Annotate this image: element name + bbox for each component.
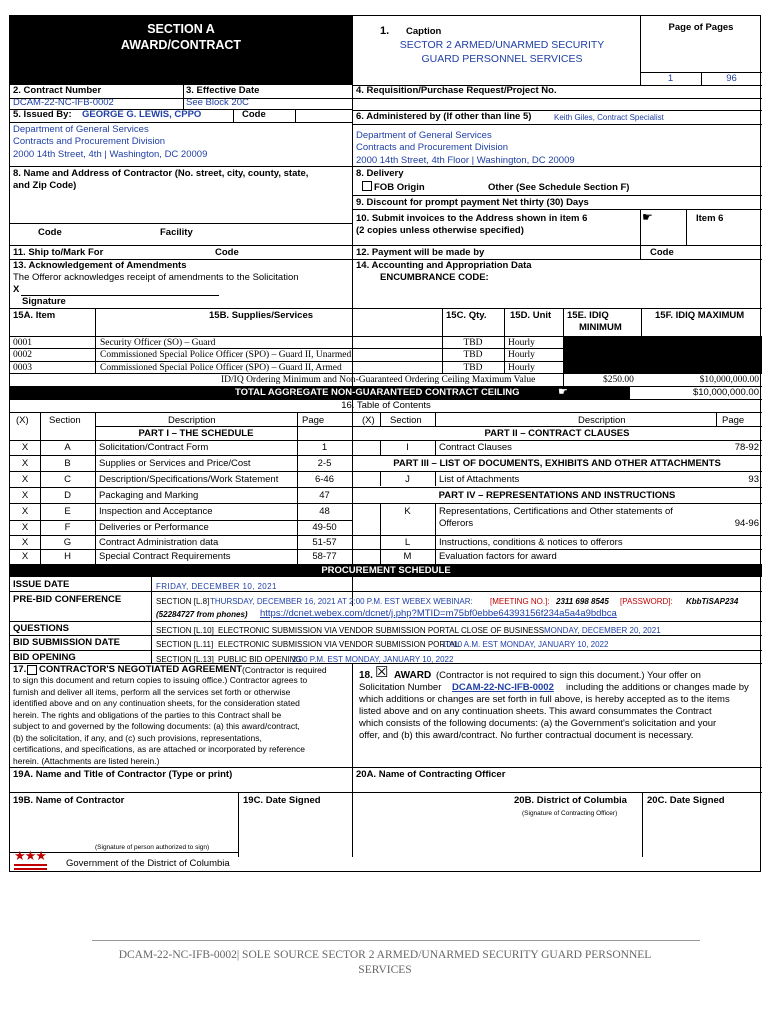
bid-submission-text: ELECTRONIC SUBMISSION VIA VENDOR SUBMISSION PORTAL [218,640,460,649]
item-desc: Security Officer (SO) – Guard [100,338,216,348]
toc-section: D [64,490,71,501]
issue-date-value: FRIDAY, DECEMBER 10, 2021 [156,582,277,591]
toc-section: C [64,474,71,485]
administered-by-line1: Department of General Services [356,130,492,141]
issued-by-name: GEORGE G. LEWIS, CPPO [82,109,202,120]
toc-clauses-section: I [406,442,409,453]
idiq-blackout [563,336,762,373]
password-label: [PASSWORD]: [620,597,673,606]
toc-desc: Contract Administration data [99,537,219,548]
bid-opening-label: BID OPENING [13,652,76,663]
toc-x: X [21,474,29,485]
block17-number: 17. [13,664,27,675]
items-header-supplies: 15B. Supplies/Services [209,310,314,321]
toc-desc: Deliveries or Performance [99,522,209,533]
item-unit: Hourly [508,363,535,373]
toc-desc: Inspection and Acceptance [99,506,213,517]
total-pointer-icon: ☛ [558,386,568,398]
toc-clauses-desc: Contract Clauses [439,442,512,453]
discount-label: 9. Discount for prompt payment Net thirty (30) Days [356,197,589,208]
prebid-text: THURSDAY, DECEMBER 16, 2021 AT 2:00 P.M. EST WEBEX WEBINAR: [210,597,473,606]
questions-label: QUESTIONS [13,623,69,634]
toc-section: A [64,442,71,453]
toc-page: 49-50 [312,522,337,533]
toc-reps-section: K [404,506,411,517]
amendments-label: 13. Acknowledgement of Amendments [13,260,187,271]
items-header-idiq-max: 15F. IDIQ MAXIMUM [655,310,745,321]
procurement-schedule-title: PROCUREMENT SCHEDULE [321,565,451,576]
ship-to-code-label: Code [215,247,239,258]
dc-flag-stars-icon: ★★★ [14,848,46,863]
item-number: 0001 [13,338,32,348]
administered-by-line2: Contracts and Procurement Division [356,142,509,153]
block18-line: which additions or changes are set forth in full above, is hereby accepted as to the items [359,694,730,705]
amendments-signature: Signature [22,296,66,307]
page-number: 1 [667,73,674,84]
bid-opening-date: 2:00 P.M. EST MONDAY, JANUARY 10, 2022 [292,655,454,664]
footer-line2: SERVICES [358,964,412,976]
block17-line: (b) the solicitation, if any, and (c) such provisions, representations, [13,732,262,743]
requisition-label: 4. Requisition/Purchase Request/Project No. [356,85,557,96]
item-unit: Hourly [508,350,535,360]
toc-part1: PART I – THE SCHEDULE [138,428,254,439]
bid-opening-text: PUBLIC BID OPENING [218,655,302,664]
caption-number: 1. [380,25,390,37]
page-of-pages-label: Page of Pages [668,22,734,33]
toc-eval-desc: Evaluation factors for award [439,551,557,562]
contractor-label-1: 8. Name and Address of Contractor (No. street, city, county, state, [13,168,309,179]
toc-section: F [64,522,71,533]
delivery-other: Other (See Schedule Section F) [488,182,630,193]
toc-section: B [64,458,71,469]
footer-rule [92,940,700,941]
block18-number: 18. [359,670,373,681]
block18-title: AWARD [394,670,432,681]
toc-section: H [64,551,71,562]
item-qty: TBD [463,363,483,373]
toc-x: X [21,458,29,469]
delivery-label: 8. Delivery [356,168,404,179]
meeting-label: [MEETING NO.]: [490,597,550,606]
toc-header-description-right: Description [578,415,626,426]
payment-code-label: Code [650,247,674,258]
contract-number-label: 2. Contract Number [13,85,102,96]
invoices-label-2: (2 copies unless otherwise specified) [356,225,524,236]
b19c-label: 19C. Date Signed [243,795,321,806]
items-header-qty: 15C. Qty. [446,310,487,321]
fob-origin-checkbox[interactable] [362,181,372,191]
block18-line2-post: including the additions or changes made by [566,682,749,693]
toc-eval-section: M [403,551,412,562]
webex-link[interactable]: https://dcnet.webex.com/dcnet/j.php?MTID=m75bf0ebbe64393156f234a5a4a9bdbca [260,608,617,619]
prebid-label: PRE-BID CONFERENCE [13,594,122,605]
questions-text: ELECTRONIC SUBMISSION VIA VENDOR SUBMISSION PORTAL CLOSE OF BUSINESS [218,626,545,635]
block17-title: CONTRACTOR'S NEGOTIATED AGREEMENT [39,664,243,675]
toc-header-section-right: Section [390,415,422,426]
item-desc: Commissioned Special Police Officer (SPO) – Guard II, Unarmed [100,350,352,360]
toc-header-x: (X) [16,415,29,426]
block18-line: offer, and (b) this award/contract. No further contractual document is necessary. [359,730,694,741]
block17-line: certifications, and specifications, as are attached or incorporated by reference [13,744,305,754]
toc-x: X [21,522,29,533]
items-header-idiq-min-1: 15E. IDIQ [567,310,609,321]
accounting-label: 14. Accounting and Appropriation Data [356,260,532,271]
invoices-label-1: 10. Submit invoices to the Address shown in item 6 [356,213,588,224]
issue-date-label: ISSUE DATE [13,579,70,590]
block17-line: subject to and governed by the following documents: (a) this award/contract, [13,721,300,731]
block17-line: herein. The rights and obligations of the parties to this Contract shall be [13,709,282,720]
contract-number-value: DCAM-22-NC-IFB-0002 [13,97,114,108]
block18-line: which consists of the following documents: (a) the Government's solicitation and your [359,718,717,729]
contractor-code-label: Code [38,227,62,238]
toc-reps-page: 94-96 [734,518,759,529]
bid-submission-section: SECTION [L.11] [156,640,214,649]
issued-by-line3: 2000 14th Street, 4th | Washington, DC 20009 [13,149,208,160]
questions-section: SECTION [L.10] [156,626,214,635]
toc-section: G [63,537,72,548]
b20a-label: 20A. Name of Contracting Officer [356,769,506,780]
idiq-min-value: $250.00 [603,375,634,385]
toc-page: 2-5 [317,458,332,469]
block18-line: listed above and on any continuation sheets. This award consummates the Contract [359,706,712,717]
toc-desc: Description/Specifications/Work Statement [99,474,279,485]
toc-part4: PART IV – REPRESENTATIONS AND INSTRUCTIONS [438,490,676,501]
toc-part2: PART II – CONTRACT CLAUSES [484,428,630,439]
item-qty: TBD [463,338,483,348]
amendments-text: The Offeror acknowledges receipt of amendments to the Solicitation [13,272,299,283]
toc-header-description: Description [168,415,216,426]
toc-page: 48 [319,506,330,517]
block17-checkbox[interactable] [27,665,37,675]
section-title: SECTION A [147,22,215,36]
ship-to-label: 11. Ship to/Mark For [13,247,104,258]
caption-line1: SECTOR 2 ARMED/UNARMED SECURITY [399,39,605,51]
toc-page: 6-46 [314,474,334,485]
item-qty: TBD [463,350,483,360]
issued-by-line1: Department of General Services [13,124,149,135]
dc-flag-bar-icon [14,864,47,866]
toc-attachments-section: J [405,474,410,485]
items-header-item: 15A. Item [13,310,56,321]
government-text: Government of the District of Columbia [66,858,230,869]
toc-title: 16. Table of Contents [341,400,431,411]
toc-page: 58-77 [312,551,337,562]
bid-submission-date: 10:00 A.M. EST MONDAY, JANUARY 10, 2022 [442,640,609,649]
effective-date-value: See Block 20C [186,97,249,108]
meeting-number: 2311 698 8545 [556,597,609,606]
prebid-section: SECTION [L.8] [156,597,210,606]
encumbrance-label: ENCUMBRANCE CODE: [380,272,489,283]
administered-by-label: 6. Administered by (If other than line 5) [356,111,532,122]
block18-lead: (Contractor is not required to sign this document.) Your offer on [436,670,701,681]
item-unit: Hourly [508,338,535,348]
issued-by-label: 5. Issued By: [13,109,72,120]
block18-line2-pre: Solicitation Number [359,682,442,693]
toc-header-section: Section [49,415,81,426]
pointer-icon: ☛ [642,210,653,224]
issued-by-code-label: Code [242,109,266,120]
toc-x: X [21,506,29,517]
toc-section: E [64,506,71,517]
toc-x: X [21,537,29,548]
prebid-phone: (52284727 from phones) [156,610,248,619]
bid-submission-label: BID SUBMISSION DATE [13,637,120,648]
block17-line: furnish and deliver all items, perform all the services set forth or otherwise [13,686,291,697]
section-subtitle: AWARD/CONTRACT [120,38,242,52]
administered-by-line3: 2000 14th Street, 4th Floor | Washington, DC 20009 [356,155,575,166]
items-header-unit: 15D. Unit [510,310,552,321]
toc-header-page-right: Page [722,415,745,426]
issued-by-line2: Contracts and Procurement Division [13,136,166,147]
toc-attachments-desc: List of Attachments [439,474,520,485]
signature-note: (Signature of person authorized to sign) [95,844,210,851]
contractor-label-2: and Zip Code) [13,180,77,191]
toc-instr-section: L [404,537,411,548]
toc-x: X [21,490,29,501]
total-ceiling-value: $10,000,000.00 [692,387,759,398]
toc-page: 51-57 [312,537,337,548]
idiq-max-value: $10,000,000.00 [699,375,759,385]
toc-x: X [21,551,29,562]
toc-reps-desc-2: Offerors [439,518,474,529]
effective-date-label: 3. Effective Date [186,85,260,96]
block17-lead: (Contractor is required [242,665,327,675]
block18-solicitation: DCAM-22-NC-IFB-0002 [452,682,554,693]
b19a-label: 19A. Name and Title of Contractor (Type or print) [13,769,233,780]
toc-desc: Packaging and Marking [99,490,199,501]
block17-line: herein. (Attachments are listed herein.) [13,755,160,766]
award-checkbox-icon[interactable]: ☒ [375,664,389,681]
award-contract-form [9,15,761,872]
b20b-sub: (Signature of Contracting Officer) [522,810,618,817]
item-desc: Commissioned Special Police Officer (SPO) – Guard II, Armed [100,363,342,373]
invoices-item: Item 6 [696,213,724,224]
administered-by-name: Keith Giles, Contract Specialist [554,113,664,122]
toc-reps-desc-1: Representations, Certifications and Other statements of [439,506,673,517]
total-ceiling-label: TOTAL AGGREGATE NON-GUARANTEED CONTRACT CEILING [235,387,520,398]
toc-instr-desc: Instructions, conditions & notices to offerors [439,537,623,548]
toc-clauses-page: 78-92 [734,442,759,453]
toc-desc: Solicitation/Contract Form [99,442,209,453]
toc-part3: PART III – LIST OF DOCUMENTS, EXHIBITS AND OTHER ATTACHMENTS [393,458,721,469]
toc-header-page: Page [302,415,325,426]
b20c-label: 20C. Date Signed [647,795,725,806]
toc-header-x-right: (X) [362,415,375,426]
amendments-x: X [13,284,20,295]
questions-date: MONDAY, DECEMBER 20, 2021 [544,626,661,635]
fob-origin-label: FOB Origin [374,182,425,193]
bid-opening-section: SECTION [L.13] [156,655,214,664]
b20b-label: 20B. District of Columbia [514,795,627,806]
toc-desc: Supplies or Services and Price/Cost [99,458,251,469]
b19b-label: 19B. Name of Contractor [13,795,125,806]
toc-page: 47 [319,490,330,501]
items-header-idiq-min-2: MINIMUM [579,322,622,333]
dc-flag-bar-icon [14,868,47,870]
toc-x: X [21,442,29,453]
footer-line1: DCAM-22-NC-IFB-0002| SOLE SOURCE SECTOR 2 ARMED/UNARMED SECURITY GUARD PERSONNEL [118,949,652,961]
toc-page: 1 [321,442,328,453]
password-value: KbbTiSAP234 [686,597,739,606]
item-number: 0002 [13,350,32,360]
payment-label: 12. Payment will be made by [356,247,485,258]
toc-desc: Special Contract Requirements [99,551,231,562]
block17-line: identified above and on any continuation sheets, for the consideration stated [13,698,300,708]
toc-attachments-page: 93 [748,474,759,485]
block17-line: to sign this document and return copies to issuing office.) Contractor agrees to [13,675,308,685]
page-total: 96 [726,73,737,84]
idiq-line-label: ID/IQ Ordering Minimum and Non-Guaranteed Ordering Ceiling Maximum Value [221,375,536,385]
contractor-facility-label: Facility [160,227,193,238]
item-number: 0003 [13,363,32,373]
caption-label: Caption [406,26,442,37]
caption-line2: GUARD PERSONNEL SERVICES [421,53,583,65]
